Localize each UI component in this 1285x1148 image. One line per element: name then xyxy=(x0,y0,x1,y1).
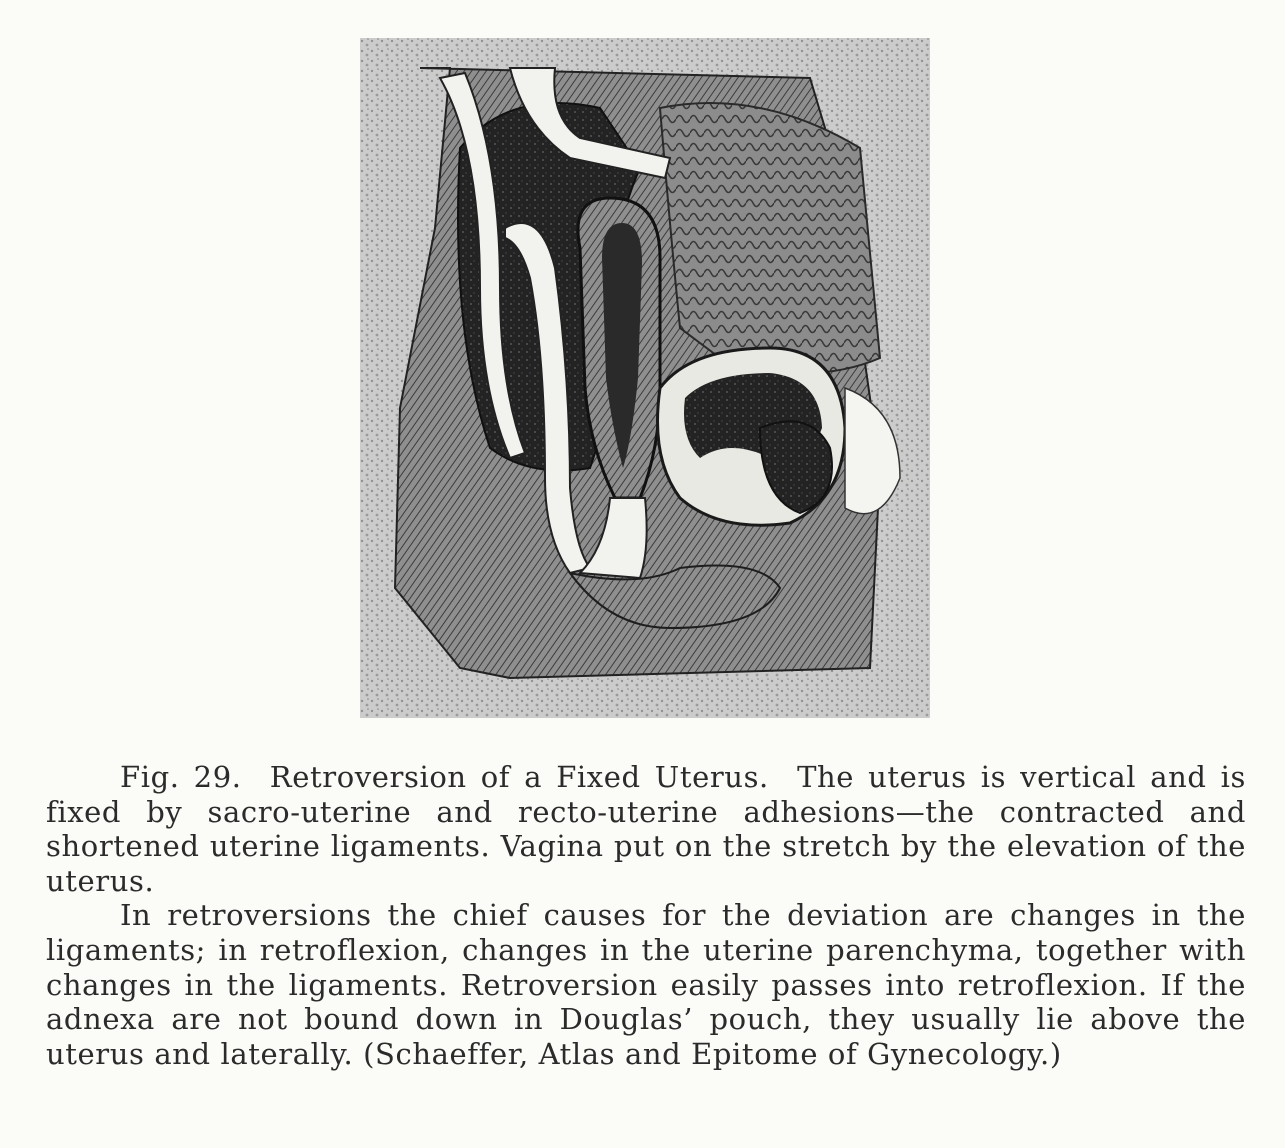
anatomical-illustration xyxy=(340,28,940,728)
figure-caption-body: The uterus is vertical and is fixed by sacro-uterine and recto-uterine adhesions—the contracted and shortened uterine ligaments. Vagina put on the stretch by the elevation of the uterus. xyxy=(46,760,1246,898)
intestinal-coils xyxy=(660,103,880,373)
figure-caption xyxy=(46,760,1246,898)
caption-text-block xyxy=(46,760,1246,1071)
figure-title: Retroversion of a Fixed Uterus. xyxy=(269,760,769,794)
body-paragraph: In retroversions the chief causes for the deviation are changes in the ligaments; in retroflexion, changes in the uterine parenchyma, together with changes in the ligaments. Retroversion easily passes into retroflexion. If the adnexa are not bound down in Douglas’ pouch, they usually lie above the uterus and laterally. (Schaeffer, Atlas and Epitome of Gynecology.) xyxy=(46,898,1246,1071)
figure-label: Fig. 29. xyxy=(120,760,242,794)
engraving-svg xyxy=(340,28,940,728)
